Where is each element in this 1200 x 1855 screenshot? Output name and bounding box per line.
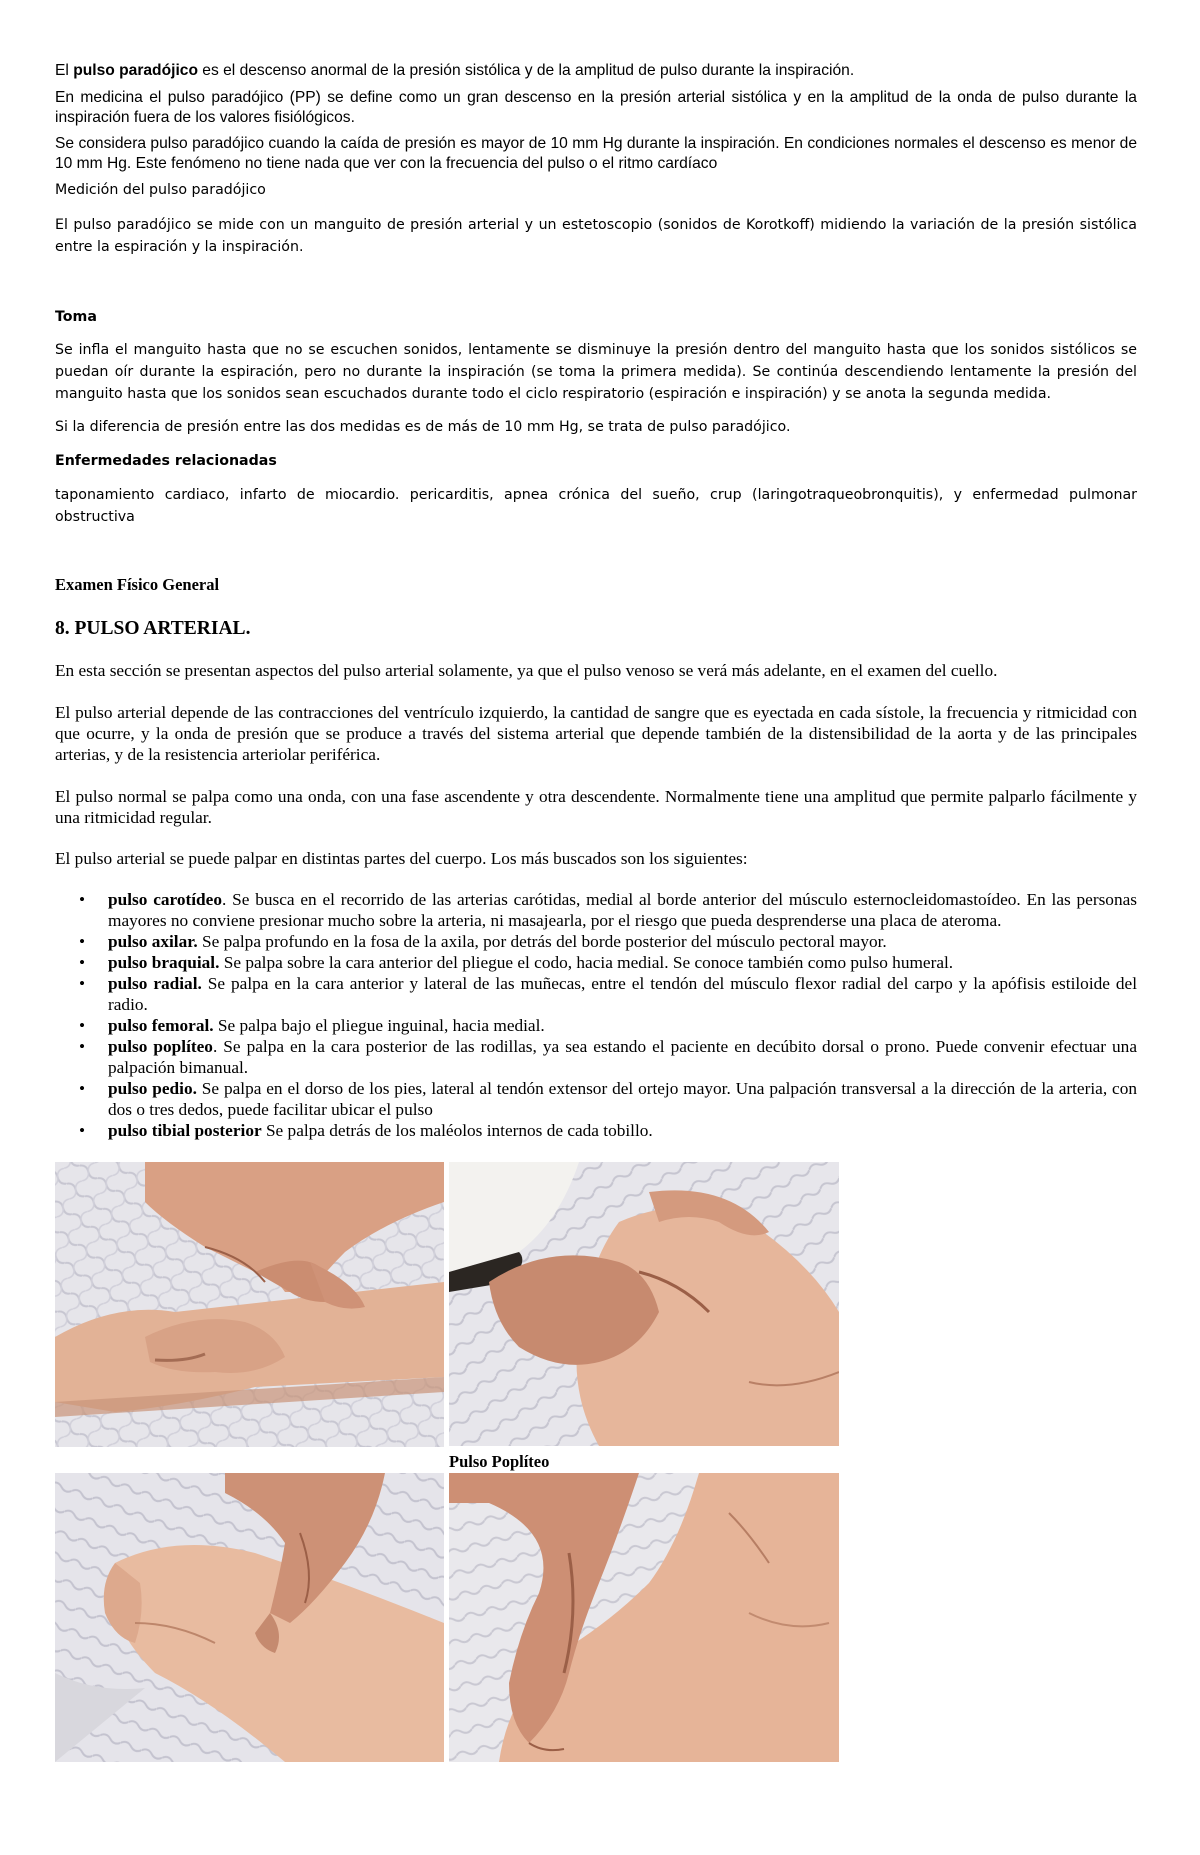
pulse-name: pulso tibial posterior	[108, 1121, 262, 1140]
bullet-icon: •	[79, 1037, 86, 1056]
pulse-list-item	[55, 889, 1137, 931]
pulse-list-item	[55, 1120, 1137, 1141]
section-title: Examen Físico General	[55, 575, 220, 594]
palpacion-intro-paragraph: El pulso arterial se puede palpar en distintas partes del cuerpo. Los más buscados son los siguientes:	[55, 849, 748, 868]
bullet-icon: •	[79, 1121, 86, 1140]
toma-paragraph: Se infla el manguito hasta que no se escuchen sonidos, lentamente se disminuye la presión dentro del manguito hasta que los sonidos sistólicos se puedan oír durante la espiración, pero no durante la inspiración (se toma la primera medida). Se continúa descendiendo lentamente la presión del manguito hasta que los sonidos sean escuchados durante todo el ciclo respiratorio (espiración e inspiración) y se anota la segunda medida.	[55, 342, 1137, 402]
enfermedades-list: taponamiento cardiaco, infarto de miocardio. pericarditis, apnea crónica del sueño, crup (laringotraqueobronquitis), y enfermedad pulmonar obstructiva	[55, 487, 1137, 525]
bullet-icon: •	[79, 932, 86, 951]
pulse-name: pulso poplíteo	[108, 1037, 213, 1056]
enfermedades-heading: Enfermedades relacionadas	[55, 453, 277, 469]
toma-heading: Toma	[55, 309, 97, 325]
pulso-arterial-heading: 8. PULSO ARTERIAL.	[55, 618, 251, 639]
pulse-name: pulso axilar.	[108, 932, 198, 951]
pulse-list-item	[55, 973, 1137, 1015]
popliteal-pulse-photo	[449, 1162, 839, 1446]
pulse-list-item	[55, 952, 1137, 973]
medicion-heading: Medición del pulso paradójico	[55, 182, 266, 198]
pulse-description: Se palpa bajo el pliegue inguinal, hacia medial.	[213, 1016, 545, 1035]
popliteo-caption: Pulso Poplíteo	[449, 1452, 550, 1471]
bullet-icon: •	[79, 953, 86, 972]
presion-arterial-link[interactable]: presión arterial	[619, 89, 726, 106]
pulse-description: . Se palpa en la cara posterior de las rodillas, ya sea estando el paciente en decúbito dorsal o prono. Puede convenir efectuar una palpación bimanual.	[108, 1037, 1137, 1077]
pulse-description: Se palpa profundo en la fosa de la axila, por detrás del borde posterior del músculo pectoral mayor.	[197, 932, 887, 951]
pulse-list-item	[55, 1036, 1137, 1078]
pulse-name: pulso radial.	[108, 974, 202, 993]
pulse-description: Se palpa en la cara anterior y lateral de las muñecas, entre el tendón del músculo flexor radial del carpo y la apófisis estiloide del radio.	[108, 974, 1137, 1014]
radial-pulse-photo	[55, 1162, 444, 1447]
diferencia-paragraph: Si la diferencia de presión entre las dos medidas es de más de 10 mm Hg, se trata de pulso paradójico.	[55, 419, 791, 435]
pulse-name: pulso pedio.	[108, 1079, 197, 1098]
pulse-list-item	[55, 1015, 1137, 1036]
posterior-tibial-pulse-photo	[449, 1473, 839, 1762]
pulso-normal-paragraph: El pulso normal se palpa como una onda, con una fase ascendente y otra descendente. Normalmente tiene una amplitud que permite palparlo fácilmente y una ritmicidad regular.	[55, 787, 1137, 827]
medicion-paragraph: El pulso paradójico se mide con un manguito de presión arterial y un estetoscopio (sonidos de Korotkoff) midiendo la variación de la presión sistólica entre la espiración y la inspiración.	[55, 217, 1137, 255]
intro-paragraph: En esta sección se presentan aspectos del pulso arterial solamente, ya que el pulso venoso se verá más adelante, en el examen del cuello.	[55, 661, 998, 680]
bullet-icon: •	[79, 890, 86, 909]
pulse-list	[55, 889, 1137, 1141]
bullet-icon: •	[79, 1079, 86, 1098]
pulse-name: pulso carotídeo	[108, 890, 222, 909]
pulse-description: . Se busca en el recorrido de las arterias carótidas, medial al borde anterior del músculo esternocleidomastoídeo. En las personas mayores no conviene presionar mucho sobre la arteria, ni masajearla, por el riesgo que pueda desprenderse una placa de ateroma.	[108, 890, 1137, 930]
pulse-name: pulso braquial.	[108, 953, 220, 972]
pulse-description: Se palpa sobre la cara anterior del pliegue el codo, hacia medial. Se conoce también como pulso humeral.	[219, 953, 954, 972]
bullet-icon: •	[79, 974, 86, 993]
bullet-icon: •	[79, 1016, 86, 1035]
pulso-paradojico-definition: El pulso paradójico es el descenso anormal de la presión sistólica y de la amplitud de pulso durante la inspiración.	[55, 62, 855, 79]
pulso-paradojico-term: pulso paradójico	[73, 62, 198, 79]
pedal-pulse-photo	[55, 1473, 444, 1762]
dependencia-paragraph: El pulso arterial depende de las contracciones del ventrículo izquierdo, la cantidad de sangre que es eyectada en cada sístole, la frecuencia y ritmicidad con que ocurre, y la onda de presión que se produce a través del sistema arterial que depende también de la distensibilidad de la aorta y de las principales arterias, y de la resistencia arteriolar periférica.	[55, 703, 1137, 764]
pulse-description: Se palpa en el dorso de los pies, lateral al tendón extensor del ortejo mayor. Una palpación transversal a la dirección de la arteria, con dos o tres dedos, puede facilitar ubicar el pulso	[108, 1079, 1137, 1119]
pulse-list-item	[55, 931, 1137, 952]
pp-criteria-paragraph: Se considera pulso paradójico cuando la caída de presión es mayor de 10 mm Hg durante la inspiración. En condiciones normales el descenso es menor de 10 mm Hg. Este fenómeno no tiene nada que ver con la frecuencia del pulso o el ritmo cardíaco	[55, 135, 1137, 172]
pulse-description: Se palpa detrás de los maléolos internos de cada tobillo.	[261, 1121, 653, 1140]
pulse-name: pulso femoral.	[108, 1016, 214, 1035]
pp-medicine-paragraph: En medicina el pulso paradójico (PP) se define como un gran descenso en la presión arterial sistólica y en la amplitud de la onda de pulso durante la inspiración fuera de los valores fisiólógicos.	[55, 89, 1137, 126]
pulse-list-item	[55, 1078, 1137, 1120]
